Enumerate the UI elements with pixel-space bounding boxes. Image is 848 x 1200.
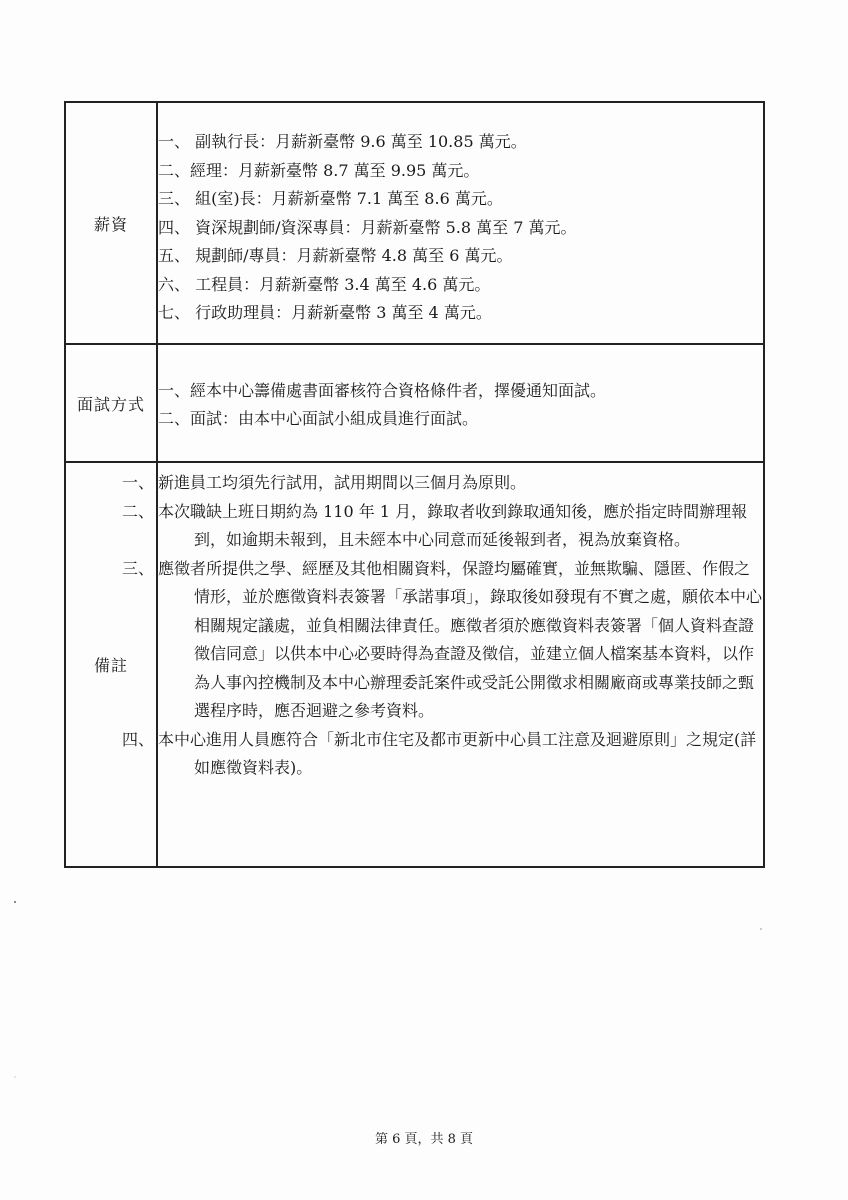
- salary-item: 四、 資深規劃師/資深專員：月薪新臺幣 5.8 萬至 7 萬元。: [158, 217, 577, 237]
- salary-item: 五、 規劃師/專員：月薪新臺幣 4.8 萬至 6 萬元。: [158, 246, 513, 266]
- notes-label: 備註: [65, 462, 157, 867]
- notes-item: 一、 新進員工均須先行試用，試用期間以三個月為原則。: [122, 473, 527, 492]
- notes-content: [122, 462, 764, 867]
- interview-row: [65, 344, 764, 462]
- scan-speck: [14, 1076, 16, 1078]
- scan-speck: [14, 901, 16, 903]
- notes-item: 四、 本中心進用人員應符合「新北市住宅及都市更新中心員工注意及迴避原則」之規定(詳如應徵資料表)。: [122, 729, 757, 777]
- interview-content: [157, 344, 764, 462]
- salary-row: [65, 102, 764, 344]
- notes-item: 二、 本次職缺上班日期約為 110 年 1 月，錄取者收到錄取通知後，應於指定時間辦理報到，如逾期未報到，且未經本中心同意而延後報到者，視為放棄資格。: [122, 501, 748, 549]
- notes-row: [65, 462, 764, 867]
- salary-item: 七、 行政助理員：月薪新臺幣 3 萬至 4 萬元。: [158, 303, 492, 323]
- interview-item: 一、經本中心籌備處書面審核符合資格條件者，擇優通知面試。: [158, 380, 607, 400]
- salary-item: 六、 工程員：月薪新臺幣 3.4 萬至 4.6 萬元。: [158, 274, 491, 294]
- salary-item: 二、經理：月薪新臺幣 8.7 萬至 9.95 萬元。: [158, 160, 480, 180]
- interview-label: 面試方式: [65, 344, 157, 462]
- page-number-footer: 第 6 頁，共 8 頁: [374, 1132, 474, 1147]
- salary-content: [157, 102, 764, 344]
- job-info-table: [64, 101, 765, 868]
- notes-item: 三、 應徵者所提供之學、經歷及其他相關資料，保證均屬確實，並無欺騙、隱匿、作假之情形，並於應徵資料表簽署「承諾事項」，錄取後如發現有不實之處，願依本中心相關規定議處，並負相關法律責任。應徵者須於應徵資料表簽署「個人資料查證徵信同意」以供本中心必要時得為查證及徵信，並建立個人檔案基本資料，以作為人事內控機制及本中心辦理委託案件或受託公開徵求相關廠商或專業技師之甄選程序時，應否迴避之參考資料。: [122, 558, 763, 720]
- salary-item: 一、 副執行長：月薪新臺幣 9.6 萬至 10.85 萬元。: [158, 132, 527, 152]
- salary-label: 薪資: [65, 102, 157, 344]
- salary-item: 三、 組(室)長：月薪新臺幣 7.1 萬至 8.6 萬元。: [158, 189, 503, 209]
- interview-item: 二、面試：由本中心面試小組成員進行面試。: [158, 409, 479, 428]
- scan-speck: [760, 928, 762, 930]
